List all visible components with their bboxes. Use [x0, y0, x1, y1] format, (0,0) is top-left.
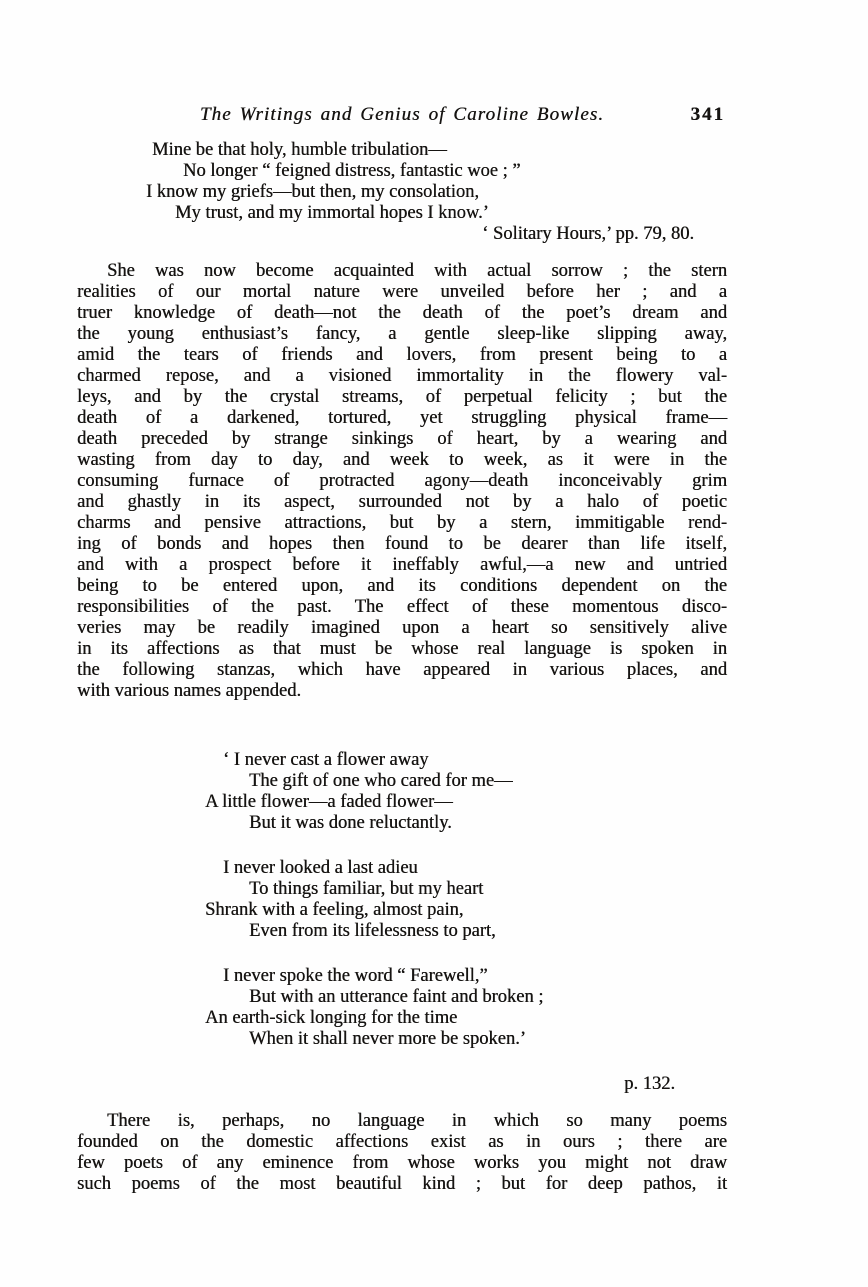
body-paragraph-1: [77, 261, 727, 702]
paragraph-line: charmed repose, and a visioned immortality in the flowery val-: [77, 366, 727, 386]
verse-line: No longer “ feigned distress, fantastic woe ; ”: [183, 161, 521, 181]
verse-line: When it shall never more be spoken.’: [249, 1029, 526, 1049]
verse-line: I never spoke the word “ Farewell,”: [223, 966, 488, 986]
verse-line: I never looked a last adieu: [223, 858, 418, 878]
paragraph-line: death of a darkened, tortured, yet struggling physical frame—: [77, 408, 727, 428]
paragraph-line: There is, perhaps, no language in which so many poems: [107, 1111, 727, 1131]
verse-line: An earth-sick longing for the time: [205, 1008, 458, 1028]
running-title: The Writings and Genius of Caroline Bowles.: [199, 104, 605, 125]
paragraph-line: the following stanzas, which have appeared in various places, and: [77, 660, 727, 680]
paragraph-line: ing of bonds and hopes then found to be dearer than life itself,: [77, 534, 727, 554]
paragraph-line: few poets of any eminence from whose works you might not draw: [77, 1153, 727, 1173]
paragraph-line: leys, and by the crystal streams, of perpetual felicity ; but the: [77, 387, 727, 407]
verse-line: But with an utterance faint and broken ;: [249, 987, 544, 1007]
verse-line: To things familiar, but my heart: [249, 879, 484, 899]
verse-line: My trust, and my immortal hopes I know.’: [175, 203, 489, 223]
stanza: [77, 858, 727, 942]
stanza: [77, 966, 727, 1050]
verse-line: The gift of one who cared for me—: [249, 771, 513, 791]
paragraph-line: and ghastly in its aspect, surrounded not by a halo of poetic: [77, 492, 727, 512]
verse-line: But it was done reluctantly.: [249, 813, 452, 833]
stanza: [77, 750, 727, 834]
epigraph-verse: [77, 140, 727, 245]
page-number: 341: [690, 104, 725, 125]
verse-line: Mine be that holy, humble tribulation—: [152, 140, 447, 160]
poem-citation: p. 132.: [624, 1074, 675, 1094]
paragraph-line: charms and pensive attractions, but by a stern, immitigable rend-: [77, 513, 727, 533]
paragraph-line: responsibilities of the past. The effect of these momentous disco-: [77, 597, 727, 617]
paragraph-line: wasting from day to day, and week to week, as it were in the: [77, 450, 727, 470]
verse-line: ‘ I never cast a flower away: [223, 750, 429, 770]
text-block: [77, 104, 727, 1195]
paragraph-line: such poems of the most beautiful kind ; but for deep pathos, it: [77, 1174, 727, 1194]
paragraph-line: She was now become acquainted with actual sorrow ; the stern: [107, 261, 727, 281]
running-header: [77, 104, 727, 126]
paragraph-line: with various names appended.: [77, 681, 301, 701]
paragraph-line: in its affections as that must be whose real language is spoken in: [77, 639, 727, 659]
verse-line: I know my griefs—but then, my consolation,: [146, 182, 479, 202]
paragraph-line: death preceded by strange sinkings of heart, by a wearing and: [77, 429, 727, 449]
verse-line: A little flower—a faded flower—: [205, 792, 453, 812]
paragraph-line: being to be entered upon, and its conditions dependent on the: [77, 576, 727, 596]
body-paragraph-2: [77, 1111, 727, 1195]
poem-stanzas: [77, 750, 727, 1095]
paragraph-line: realities of our mortal nature were unveiled before her ; and a: [77, 282, 727, 302]
paragraph-line: amid the tears of friends and lovers, from present being to a: [77, 345, 727, 365]
epigraph-attribution: ‘ Solitary Hours,’ pp. 79, 80.: [482, 224, 694, 244]
verse-line: Shrank with a feeling, almost pain,: [205, 900, 464, 920]
paragraph-line: founded on the domestic affections exist as in ours ; there are: [77, 1132, 727, 1152]
paragraph-line: and with a prospect before it ineffably awful,—a new and untried: [77, 555, 727, 575]
verse-line: Even from its lifelessness to part,: [249, 921, 496, 941]
paragraph-line: consuming furnace of protracted agony—death inconceivably grim: [77, 471, 727, 491]
paragraph-line: veries may be readily imagined upon a heart so sensitively alive: [77, 618, 727, 638]
paragraph-line: truer knowledge of death—not the death of the poet’s dream and: [77, 303, 727, 323]
paragraph-line: the young enthusiast’s fancy, a gentle sleep-like slipping away,: [77, 324, 727, 344]
